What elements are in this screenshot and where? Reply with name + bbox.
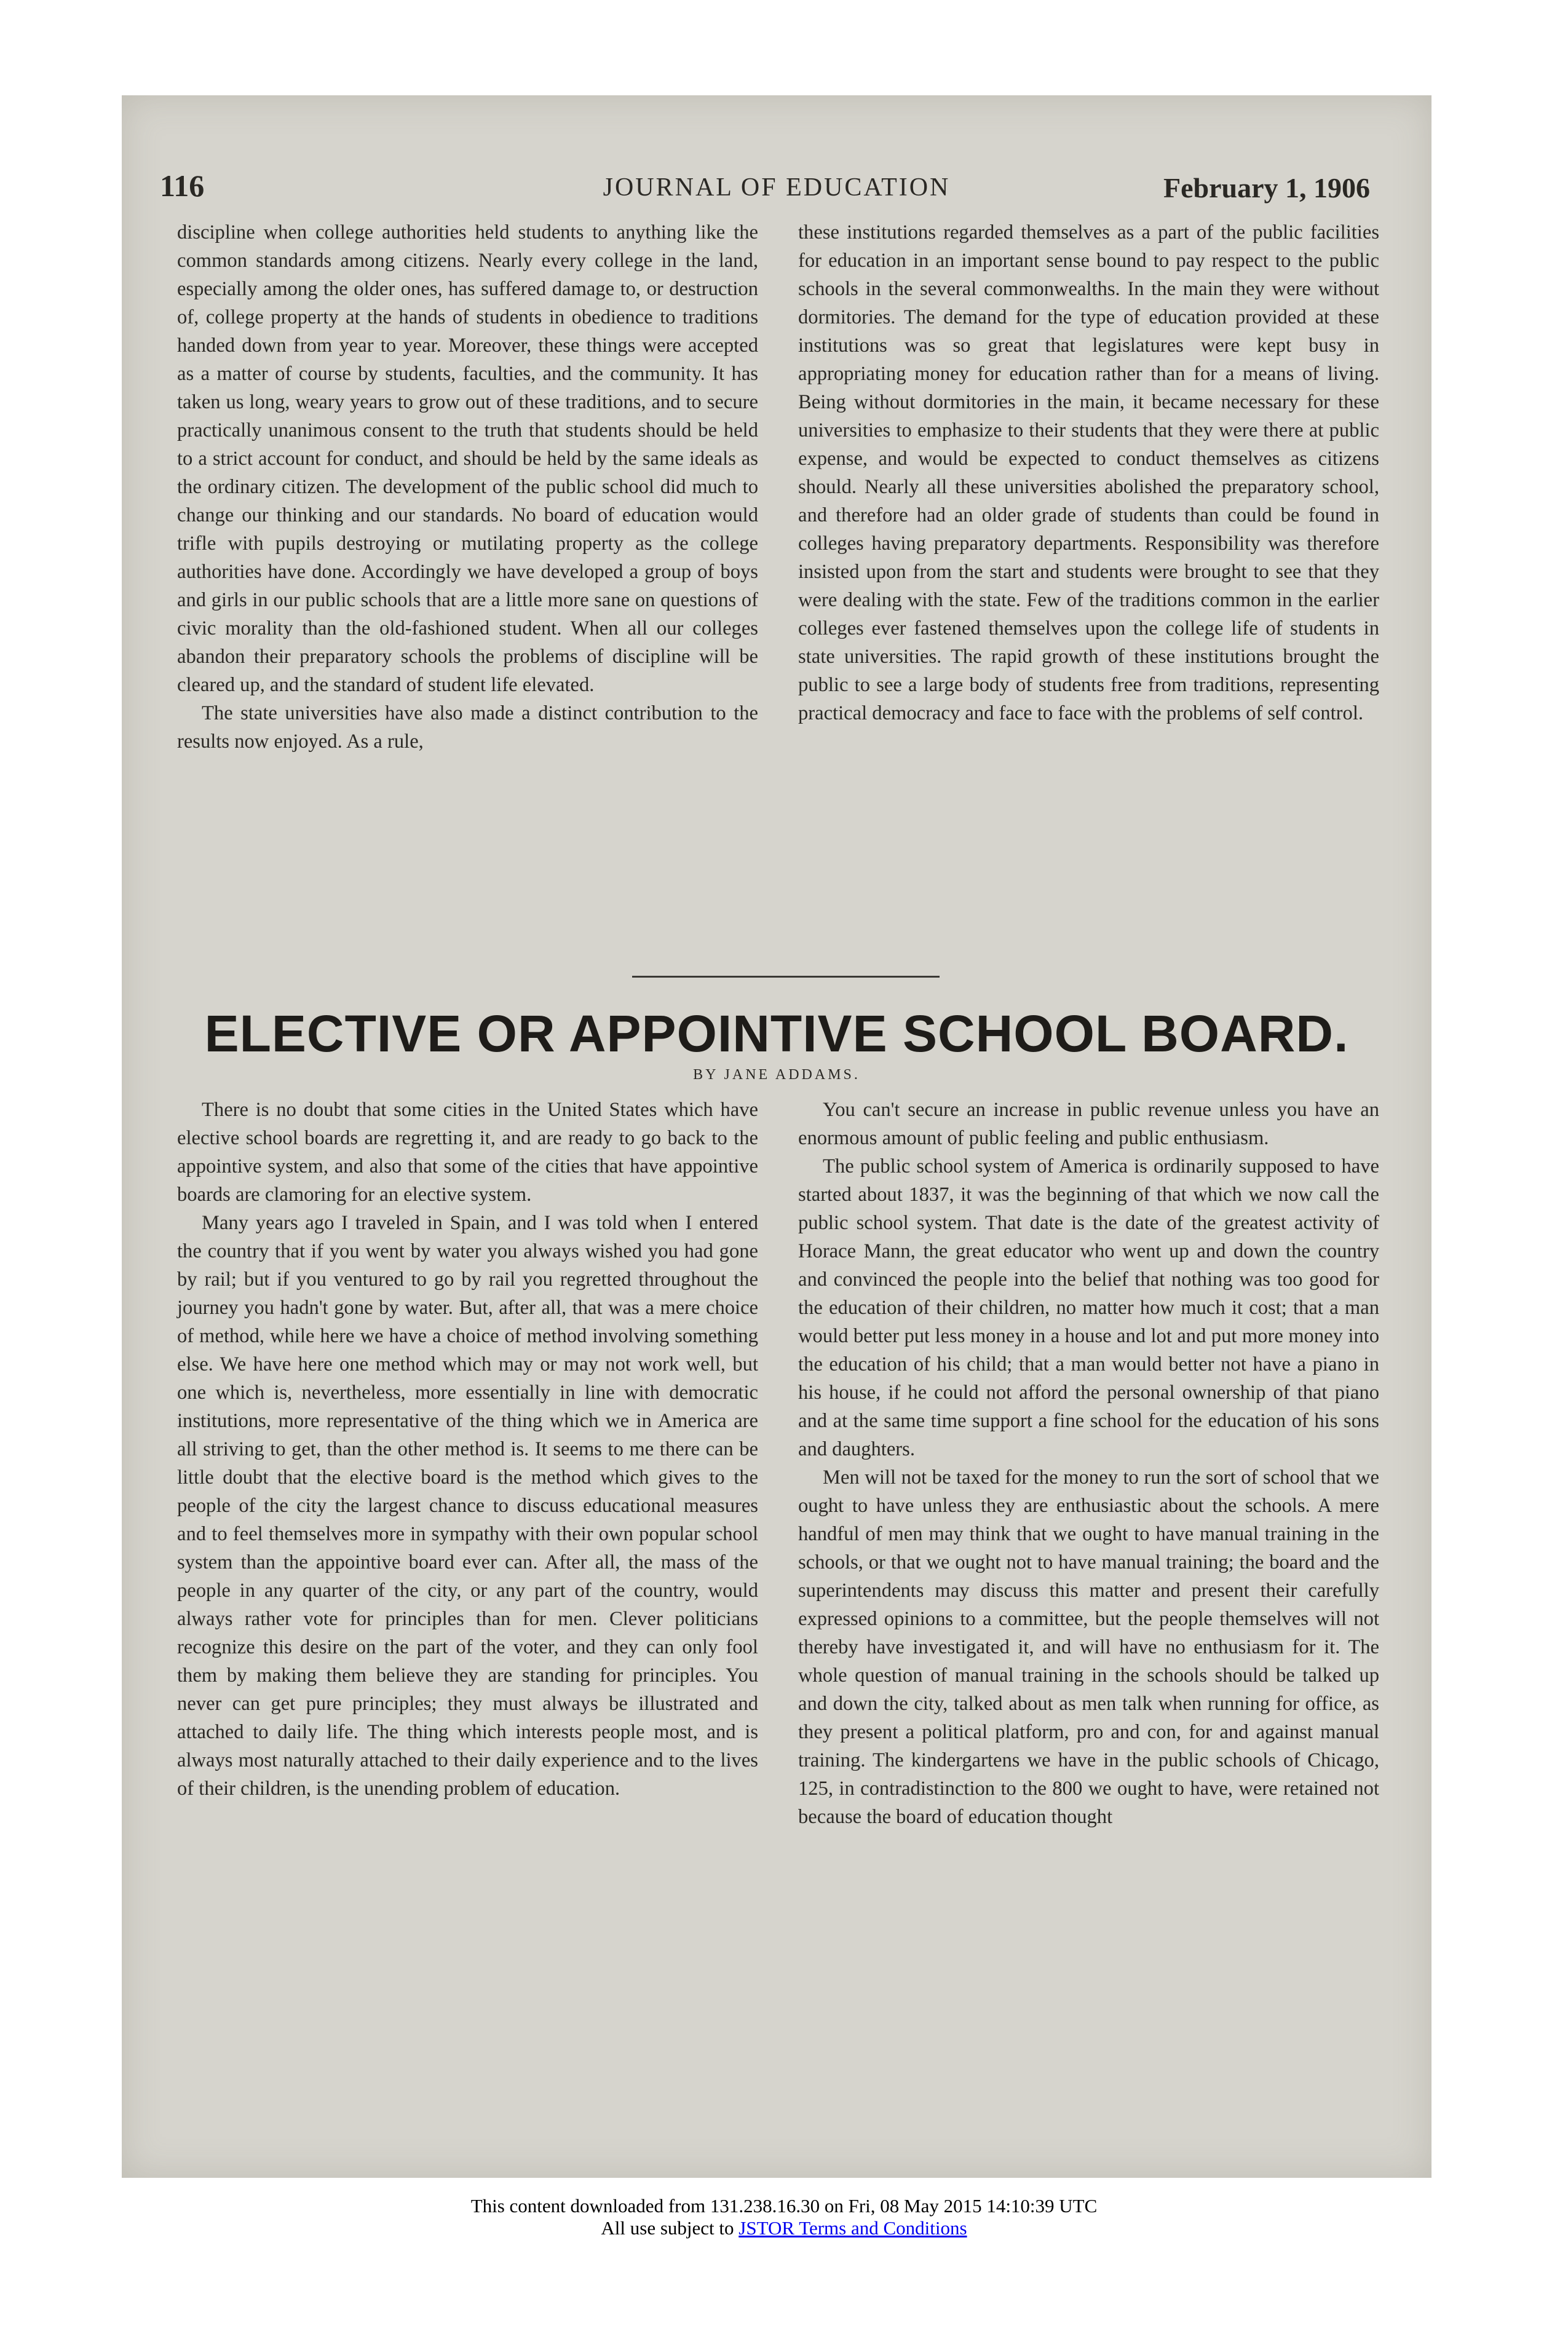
previous-article-right-column (798, 218, 1379, 727)
article-title: ELECTIVE OR APPOINTIVE SCHOOL BOARD. (204, 1005, 1349, 1062)
paragraph: these institutions regarded themselves as a part of the public facilities for education in an important sense bound to pay respect to the public schools in the several commonwealths. In the main they were without dormitories. The demand for the type of education provided at these institutions was so great that legislatures were kept busy in appropriating money for education rather than for a means of living. Being without dormitories in the main, it became necessary for these universities to emphasize to their students that they were there at public expense, and would be expected to conduct themselves as citizens should. Nearly all these universities abolished the preparatory school, and therefore had an older grade of students than could be found in colleges having preparatory departments. Responsibility was therefore insisted upon from the start and students were brought to see that they were dealing with the state. Few of the traditions common in the earlier colleges ever fastened themselves upon the college life of students in state universities. The rapid growth of these institutions brought the public to see a large body of students free from traditions, representing practical democracy and face to face with the problems of self control. (798, 221, 1379, 724)
article-left-column (177, 1096, 758, 1803)
paragraph: The state universities have also made a distinct contribution to the results now enjoyed. As a rule, (177, 702, 758, 753)
paragraph: You can't secure an increase in public revenue unless you have an enormous amount of public feeling and public enthusiasm. (798, 1099, 1379, 1149)
article-right-column (798, 1096, 1379, 1831)
download-notice: This content downloaded from 131.238.16.30 on Fri, 08 May 2015 14:10:39 UTC (470, 2195, 1098, 2217)
paragraph: Men will not be taxed for the money to run the sort of school that we ought to have unless they are enthusiastic about the schools. A mere handful of men may think that we ought to have manual training in the schools, or that we ought not to have manual training; the board and the superintendents may discuss this matter and present their carefully expressed opinions to a committee, but the people themselves will not thereby have investigated it, and will have no enthusiasm for it. The whole question of manual training in the schools should be talked up and down the city, talked about as men talk when running for office, as they present a political platform, pro and con, for and against manual training. The kindergartens we have in the public schools of Chicago, 125, in contradistinction to the 800 we ought to have, were retained not because the board of education thought (798, 1466, 1379, 1828)
issue-date: February 1, 1906 (1163, 172, 1370, 204)
terms-line (0, 2217, 1568, 2239)
jstor-terms-link[interactable]: JSTOR Terms and Conditions (738, 2217, 967, 2239)
paragraph: There is no doubt that some cities in the United States which have elective school boards are regretting it, and are ready to go back to the appointive system, and also that some of the cities that have appointive boards are clamoring for an elective system. (177, 1099, 758, 1206)
scanned-page (122, 95, 1431, 2178)
paragraph: discipline when college authorities held students to anything like the common standards among citizens. Nearly every college in the land, especially among the older ones, has suffered damage to, or destruction of, college property at the hands of students in obedience to traditions handed down from year to year. Moreover, these things were accepted as a matter of course by students, faculties, and the community. It has taken us long, weary years to grow out of these traditions, and to secure practically unanimous consent to the truth that students should be held to a strict account for conduct, and should be held by the same ideals as the ordinary citizen. The development of the public school did much to change our thinking and our standards. No board of education would trifle with pupils destroying or mutilating property as the college authorities have done. Accordingly we have developed a group of boys and girls in our public schools that are a little more sane on questions of civic morality than the old-fashioned student. When all our colleges abandon their preparatory schools the problems of discipline will be cleared up, and the standard of student life elevated. (177, 221, 758, 696)
journal-title: JOURNAL OF EDUCATION (603, 173, 951, 202)
running-head (122, 168, 1431, 223)
paragraph: The public school system of America is ordinarily supposed to have started about 1837, it was the beginning of that which we now call the public school system. That date is the date of the greatest activity of Horace Mann, the great educator who went up and down the country and convinced the people into the belief that nothing was too good for the education of their children, no matter how much it cost; that a man would better put less money in a house and lot and put more money into the education of his child; that a man would better not have a piano in his house, if he could not afford the personal ownership of that piano and at the same time support a fine school for the education of his sons and daughters. (798, 1155, 1379, 1460)
previous-article-left-column (177, 218, 758, 756)
terms-prefix: All use subject to (601, 2217, 734, 2239)
article-byline: BY JANE ADDAMS. (693, 1067, 860, 1083)
download-footer (0, 2195, 1568, 2239)
paragraph: Many years ago I traveled in Spain, and I was told when I entered the country that if you went by water you always wished you had gone by rail; but if you ventured to go by rail you regretted throughout the journey you hadn't gone by water. But, after all, that was a mere choice of method, while here we have a choice of method involving something else. We have here one method which may or may not work well, but one which is, nevertheless, more essentially in line with democratic institutions, more representative of the thing which we in America are all striving to get, than the other method is. It seems to me there can be little doubt that the elective board is the method which gives to the people of the city the largest chance to discuss educational measures and to feel themselves more in sympathy with their own popular school system than the appointive board ever can. After all, the mass of the people in any quarter of the city, or any part of the country, would always rather vote for principles than for men. Clever politicians recognize this desire on the part of the voter, and they can only fool them by making them believe they are standing for principles. You never can get pure principles; they must always be illustrated and attached to daily life. The thing which interests people most, and is always most naturally attached to their daily experience and to the lives of their children, is the unending problem of education. (177, 1212, 758, 1800)
section-divider (632, 976, 940, 978)
page-number: 116 (160, 168, 205, 203)
